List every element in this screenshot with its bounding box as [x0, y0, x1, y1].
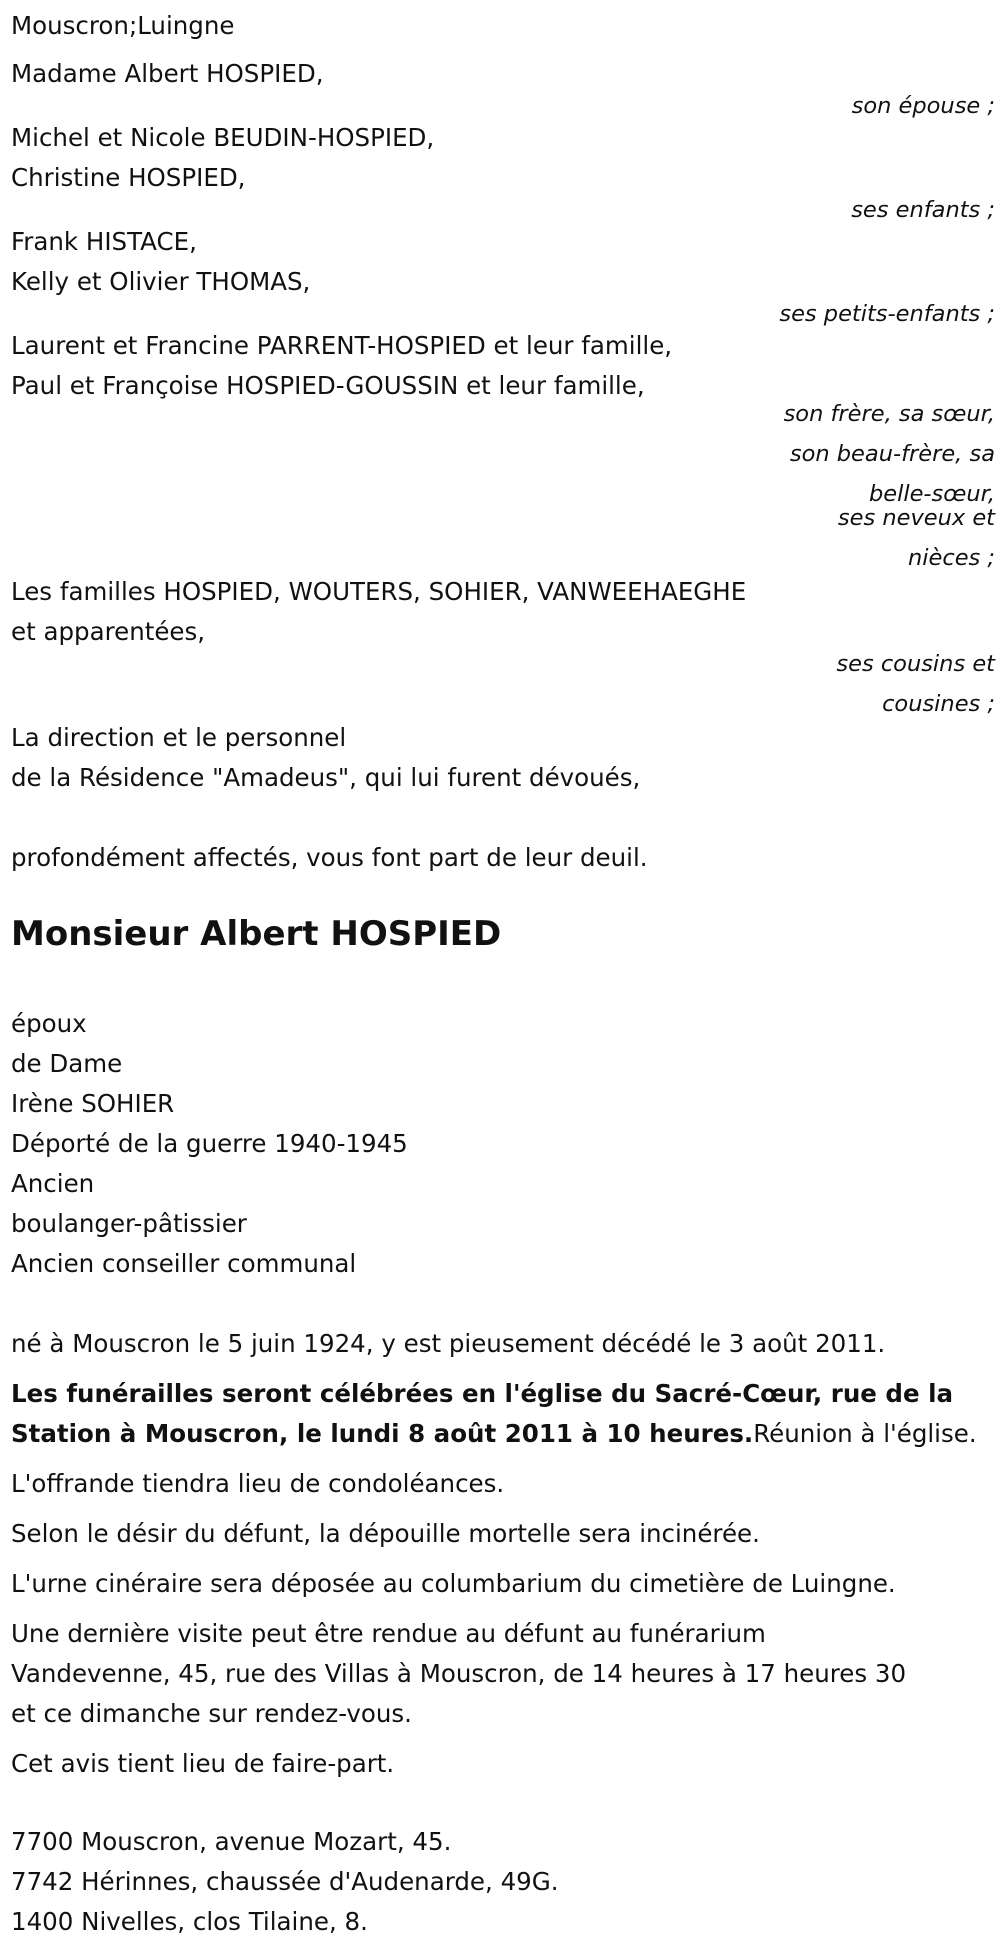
deceased-name: Monsieur Albert HOSPIED [11, 914, 502, 954]
siblings-role-line: son frère, sa sœur, [783, 401, 995, 427]
deceased-detail: Ancien [11, 1169, 95, 1198]
deceased-detail: Ancien conseiller communal [11, 1249, 357, 1278]
deceased-detail: de Dame [11, 1049, 123, 1078]
child-name: Michel et Nicole BEUDIN-HOSPIED, [11, 123, 435, 152]
visit-note-line: Une dernière visite peut être rendue au défunt au funérarium [11, 1619, 766, 1648]
spouse-role: son épouse ; [851, 93, 995, 119]
staff-line: La direction et le personnel [11, 723, 347, 752]
funeral-time: Station à Mouscron, le lundi 8 août 2011 à 10 heures. [11, 1419, 754, 1448]
offering-note: L'offrande tiendra lieu de condoléances. [11, 1469, 505, 1498]
funeral-details-line [11, 1414, 977, 1454]
deceased-detail: Déporté de la guerre 1940-1945 [11, 1129, 408, 1158]
notice-note: Cet avis tient lieu de faire-part. [11, 1749, 395, 1778]
spouse-name: Madame Albert HOSPIED, [11, 59, 324, 88]
siblings-role-line: ses neveux et [837, 505, 995, 531]
relatives-name: Les familles HOSPIED, WOUTERS, SOHIER, VANWEEHAEGHE [11, 577, 747, 606]
urn-note: L'urne cinéraire sera déposée au columbarium du cimetière de Luingne. [11, 1569, 896, 1598]
relatives-name: et apparentées, [11, 617, 206, 646]
address-line: 1400 Nivelles, clos Tilaine, 8. [11, 1907, 368, 1936]
location-header: Mouscron;Luingne [11, 11, 235, 40]
siblings-role-line: son beau-frère, sa [789, 441, 995, 467]
funeral-meeting: Réunion à l'église. [753, 1419, 977, 1448]
child-name: Christine HOSPIED, [11, 163, 246, 192]
sibling-name: Paul et Françoise HOSPIED-GOUSSIN et leur famille, [11, 371, 645, 400]
address-line: 7700 Mouscron, avenue Mozart, 45. [11, 1827, 452, 1856]
deceased-detail: boulanger-pâtissier [11, 1209, 247, 1238]
staff-line: de la Résidence "Amadeus", qui lui furent dévoués, [11, 763, 641, 792]
cremation-note: Selon le désir du défunt, la dépouille mortelle sera incinérée. [11, 1519, 760, 1548]
grandchild-name: Frank HISTACE, [11, 227, 197, 256]
visit-note-line: et ce dimanche sur rendez-vous. [11, 1699, 412, 1728]
visit-note-line: Vandevenne, 45, rue des Villas à Mouscron, de 14 heures à 17 heures 30 [11, 1659, 907, 1688]
deceased-detail: Irène SOHIER [11, 1089, 175, 1118]
funeral-details: Les funérailles seront célébrées en l'église du Sacré-Cœur, rue de la [11, 1379, 954, 1408]
children-role: ses enfants ; [851, 197, 995, 223]
sibling-name: Laurent et Francine PARRENT-HOSPIED et leur famille, [11, 331, 673, 360]
siblings-role-line: nièces ; [907, 545, 995, 571]
grandchild-name: Kelly et Olivier THOMAS, [11, 267, 311, 296]
grandchildren-role: ses petits-enfants ; [779, 301, 995, 327]
birth-death-dates: né à Mouscron le 5 juin 1924, y est pieusement décédé le 3 août 2011. [11, 1329, 886, 1358]
relatives-role-line: cousines ; [882, 691, 995, 717]
announcement: profondément affectés, vous font part de leur deuil. [11, 843, 648, 872]
address-line: 7742 Hérinnes, chaussée d'Audenarde, 49G. [11, 1867, 559, 1896]
deceased-detail: époux [11, 1009, 87, 1038]
siblings-role-line: belle-sœur, [868, 481, 995, 507]
relatives-role-line: ses cousins et [836, 651, 995, 677]
